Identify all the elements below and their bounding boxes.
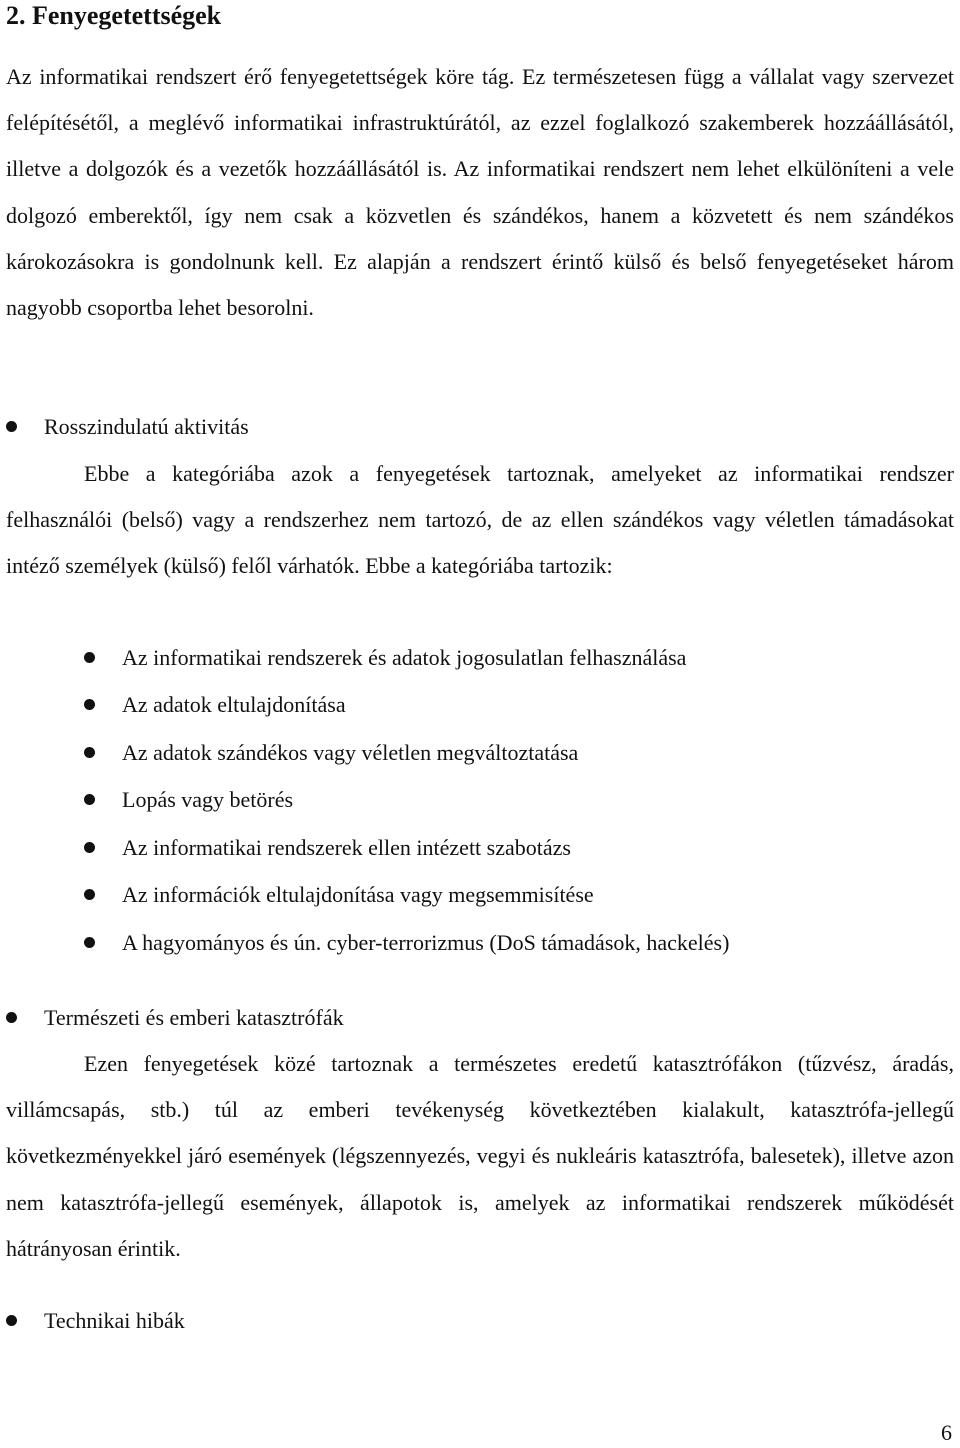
bullet-icon [6, 1315, 17, 1326]
bullet-icon [6, 1012, 17, 1023]
category-title: Rosszindulatú aktivitás [44, 414, 249, 439]
list-item-text: Lopás vagy betörés [122, 787, 294, 812]
bullet-icon [84, 889, 95, 900]
section-heading [6, 0, 221, 32]
list-item-text: Az adatok szándékos vagy véletlen megváltoztatása [122, 740, 579, 765]
bullet-icon [84, 842, 95, 853]
bullet-icon [84, 747, 95, 758]
category-title: Technikai hibák [44, 1308, 185, 1333]
list-item-text: A hagyományos és ún. cyber-terrorizmus (DoS támadások, hackelés) [122, 930, 730, 955]
bullet-icon [84, 937, 95, 948]
bullet-icon [84, 794, 95, 805]
intro-paragraph: Az informatikai rendszert érő fenyegetettségek köre tág. Ez természetesen függ a vállalat vagy szervezet felépítésétől, a meglévő informatikai infrastruktúrától, az ezzel foglalkozó szakemberek hozzáállásától, illetve a dolgozók és a vezetők hozzáállásától is. Az informatikai rendszert nem lehet elkülöníteni a vele dolgozó emberektől, így nem csak a közvetlen és szándékos, hanem a közvetett és nem szándékos károkozásokra is gondolnunk kell. Ez alapján a rendszert érintő külső és belső fenyegetéseket három nagyobb csoportba lehet besorolni. [6, 64, 954, 321]
list-item-text: Az információk eltulajdonítása vagy megsemmisítése [122, 882, 594, 907]
category-title: Természeti és emberi katasztrófák [44, 1005, 344, 1030]
bullet-icon [84, 652, 95, 663]
category-description: Ezen fenyegetések közé tartoznak a természetes eredetű katasztrófákon (tűzvész, áradás, villámcsapás, stb.) túl az emberi tevékenység következtében kialakult, katasztrófa-jellegű következményekkel járó események (légszennyezés, vegyi és nukleáris katasztrófa, balesetek), illetve azon nem katasztrófa-jellegű események, állapotok is, amelyek az informatikai rendszerek működését hátrányosan érintik. [6, 1051, 954, 1261]
category-description: Ebbe a kategóriába azok a fenyegetések tartoznak, amelyeket az informatikai rendszer felhasználói (belső) vagy a rendszerhez nem tartozó, de az ellen szándékos vagy véletlen támadásokat intéző személyek (külső) felől várhatók. Ebbe a kategóriába tartozik: [6, 461, 954, 579]
section-title: Fenyegetettségek [32, 1, 222, 30]
bullet-icon [6, 421, 17, 432]
list-item-text: Az informatikai rendszerek ellen intézett szabotázs [122, 835, 571, 860]
list-item-text: Az informatikai rendszerek és adatok jogosulatlan felhasználása [122, 645, 687, 670]
section-number: 2. [6, 1, 26, 30]
bullet-icon [84, 699, 95, 710]
list-item-text: Az adatok eltulajdonítása [122, 692, 346, 717]
page-number: 6 [941, 1420, 952, 1445]
